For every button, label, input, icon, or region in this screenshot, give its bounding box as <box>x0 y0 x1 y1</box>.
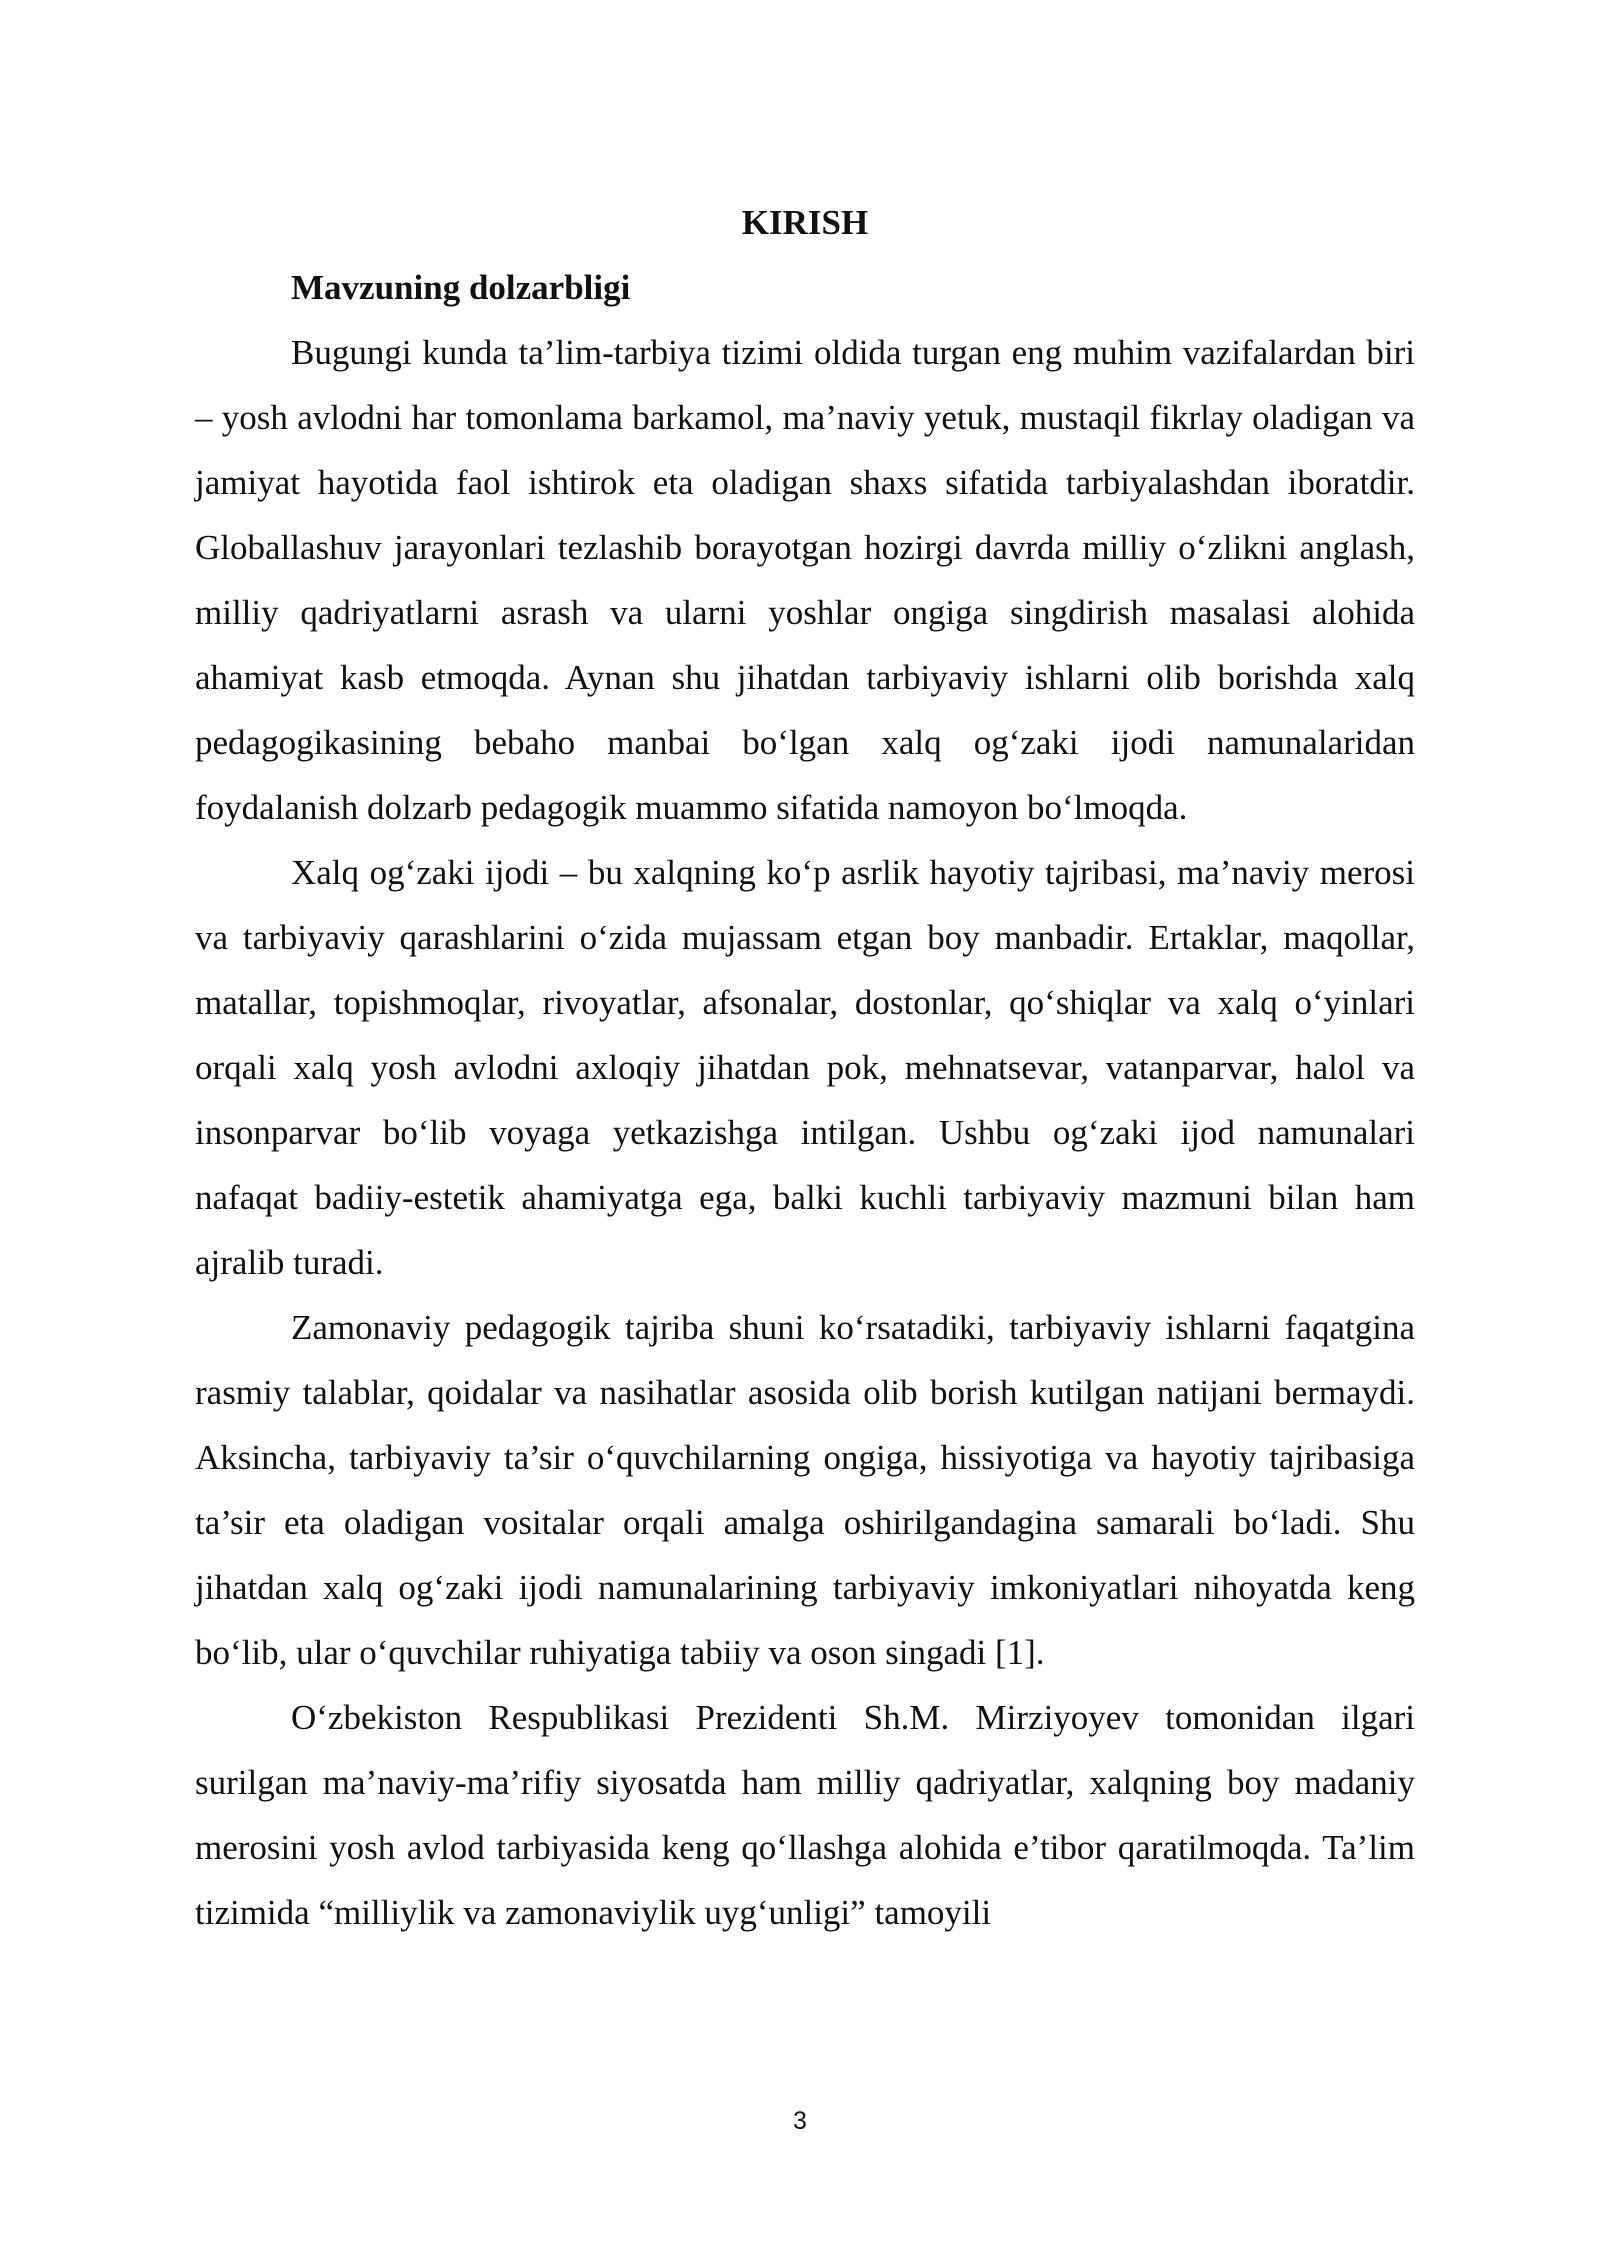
section-heading: KIRISH <box>741 203 869 242</box>
paragraph-1: Bugungi kunda ta’lim-tarbiya tizimi oldida turgan eng muhim vazifalardan biri – yosh avlodni har tomonlama barkamol, ma’naviy yetuk, mustaqil fikrlay oladigan va jamiyat hayotida faol ishtirok eta oladigan shaxs sifatida tarbiyalashdan iboratdir. Globallashuv jarayonlari tezlashib borayotgan hozirgi davrda milliy o‘zlikni anglash, milliy qadriyatlarni asrash va ularni yoshlar ongiga singdirish masalasi alohida ahamiyat kasb etmoqda. Aynan shu jihatdan tarbiyaviy ishlarni olib borishda xalq pedagogikasining bebaho manbai bo‘lgan xalq og‘zaki ijodi namunalaridan foydalanish dolzarb pedagogik muammo sifatida namoyon bo‘lmoqda. <box>195 333 1415 827</box>
paragraph-4: O‘zbekiston Respublikasi Prezidenti Sh.M. Mirziyoyev tomonidan ilgari surilgan ma’naviy-ma’rifiy siyosatda ham milliy qadriyatlar, xalqning boy madaniy merosini yosh avlod tarbiyasida keng qo‘llashga alohida e’tibor qaratilmoqda. Ta’lim tizimida “milliylik va zamonaviylik uyg‘unligi” tamoyili <box>195 1698 1415 1932</box>
paragraph-3: Zamonaviy pedagogik tajriba shuni ko‘rsatadiki, tarbiyaviy ishlarni faqatgina rasmiy talablar, qoidalar va nasihatlar asosida olib borish kutilgan natijani bermaydi. Aksincha, tarbiyaviy ta’sir o‘quvchilarning ongiga, hissiyotiga va hayotiy tajribasiga ta’sir eta oladigan vositalar orqali amalga oshirilgandagina samarali bo‘ladi. Shu jihatdan xalq og‘zaki ijodi namunalarining tarbiyaviy imkoniyatlari nihoyatda keng bo‘lib, ular o‘quvchilar ruhiyatiga tabiiy va oson singadi [1]. <box>195 1308 1415 1672</box>
page-number: 3 <box>793 2107 807 2135</box>
page-content <box>195 190 1415 1945</box>
paragraph-2: Xalq og‘zaki ijodi – bu xalqning ko‘p asrlik hayotiy tajribasi, ma’naviy merosi va tarbiyaviy qarashlarini o‘zida mujassam etgan boy manbadir. Ertaklar, maqollar, matallar, topishmoqlar, rivoyatlar, afsonalar, dostonlar, qo‘shiqlar va xalq o‘yinlari orqali xalq yosh avlodni axloqiy jihatdan pok, mehnatsevar, vatanparvar, halol va insonparvar bo‘lib voyaga yetkazishga intilgan. Ushbu og‘zaki ijod namunalari nafaqat badiiy-estetik ahamiyatga ega, balki kuchli tarbiyaviy mazmuni bilan ham ajralib turadi. <box>195 853 1415 1282</box>
section-subheading: Mavzuning dolzarbligi <box>291 268 631 307</box>
